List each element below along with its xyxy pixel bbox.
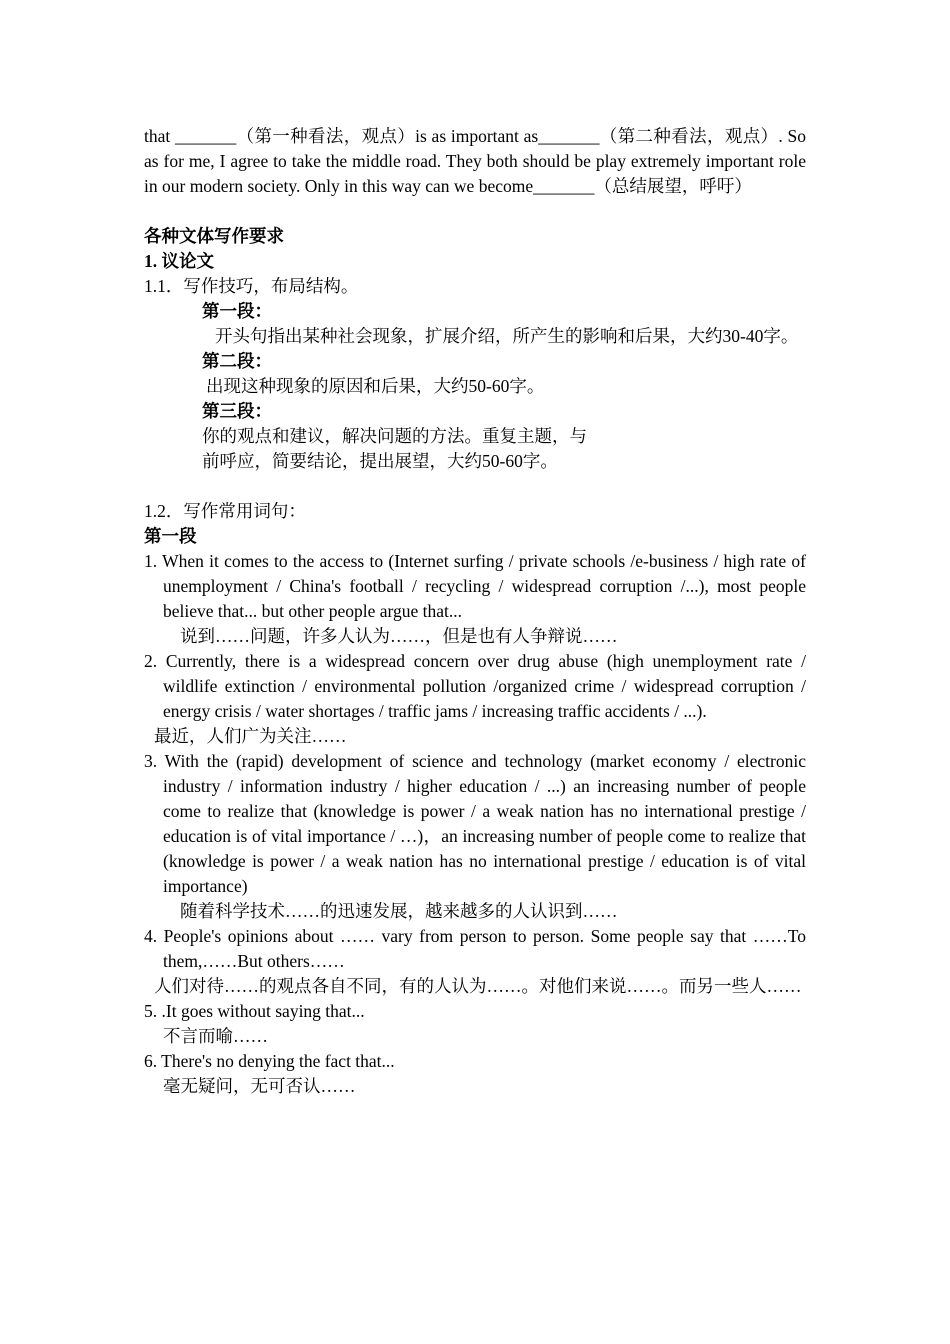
subsection-1-2: 1.2．写作常用词句： bbox=[144, 501, 306, 521]
spacer bbox=[144, 474, 806, 499]
list-item: 4. People's opinions about …… vary from person to person. Some people say that ……To them,……But others…… bbox=[144, 926, 806, 971]
list-item: 3. With the (rapid) development of science and technology (market economy / electronic industry / information industry / higher education / ...) an increasing number of people come to realize that (knowledge is power / a weak nation has no international prestige / education is of vital importance / …)，an increasing number of people come to realize that (knowledge is power / a weak nation has no international prestige / education is of vital importance) bbox=[144, 751, 806, 896]
list-item-translation: 人们对待……的观点各自不同，有的人认为……。对他们来说……。而另一些人…… bbox=[154, 976, 802, 996]
para2-label: 第二段： bbox=[202, 351, 272, 371]
spacer bbox=[144, 199, 806, 224]
section-title: 各种文体写作要求 bbox=[144, 226, 284, 246]
list-item: 1. When it comes to the access to (Internet surfing / private schools /e-business / high rate of unemployment / China's football / recycling / widespread corruption /...), most people believe that... but other people argue that... bbox=[144, 551, 806, 621]
list-item-translation: 说到……问题，许多人认为……，但是也有人争辩说…… bbox=[180, 626, 618, 646]
list-item-translation: 毫无疑问，无可否认…… bbox=[163, 1076, 356, 1096]
list-item: 2. Currently, there is a widespread concern over drug abuse (high unemployment rate / wildlife extinction / environmental pollution /organized crime / widespread corruption / energy crisis / water shortages / traffic jams / increasing traffic accidents / ...). bbox=[144, 651, 806, 721]
list-item: 5. .It goes without saying that... bbox=[144, 1001, 365, 1021]
para1-label: 第一段： bbox=[202, 301, 272, 321]
para1-text: 开头句指出某种社会现象，扩展介绍，所产生的影响和后果，大约30-40字。 bbox=[215, 326, 799, 346]
para3-text: 你的观点和建议，解决问题的方法。重复主题，与前呼应，简要结论，提出展望，大约50-60字。 bbox=[202, 426, 587, 471]
list-item-translation: 最近，人们广为关注…… bbox=[154, 726, 347, 746]
section-subtitle: 1. 议论文 bbox=[144, 251, 214, 271]
list-item-translation: 随着科学技术……的迅速发展，越来越多的人认识到…… bbox=[180, 901, 618, 921]
paragraph-label: 第一段 bbox=[144, 526, 197, 546]
list-item: 6. There's no denying the fact that... bbox=[144, 1051, 395, 1071]
subsection-1-1: 1.1．写作技巧，布局结构。 bbox=[144, 276, 359, 296]
para2-text: 出现这种现象的原因和后果，大约50-60字。 bbox=[206, 376, 545, 396]
intro-paragraph: that _______（第一种看法，观点）is as important as_______（第二种看法，观点）. So as for me, I agree to take the middle road. They both should be play extremely important role in our modern society. Only in this way can we become_______（总结展望，呼吁） bbox=[144, 126, 806, 196]
list-item-translation: 不言而喻…… bbox=[163, 1026, 268, 1046]
para3-label: 第三段： bbox=[202, 401, 272, 421]
document-content bbox=[144, 124, 806, 1099]
